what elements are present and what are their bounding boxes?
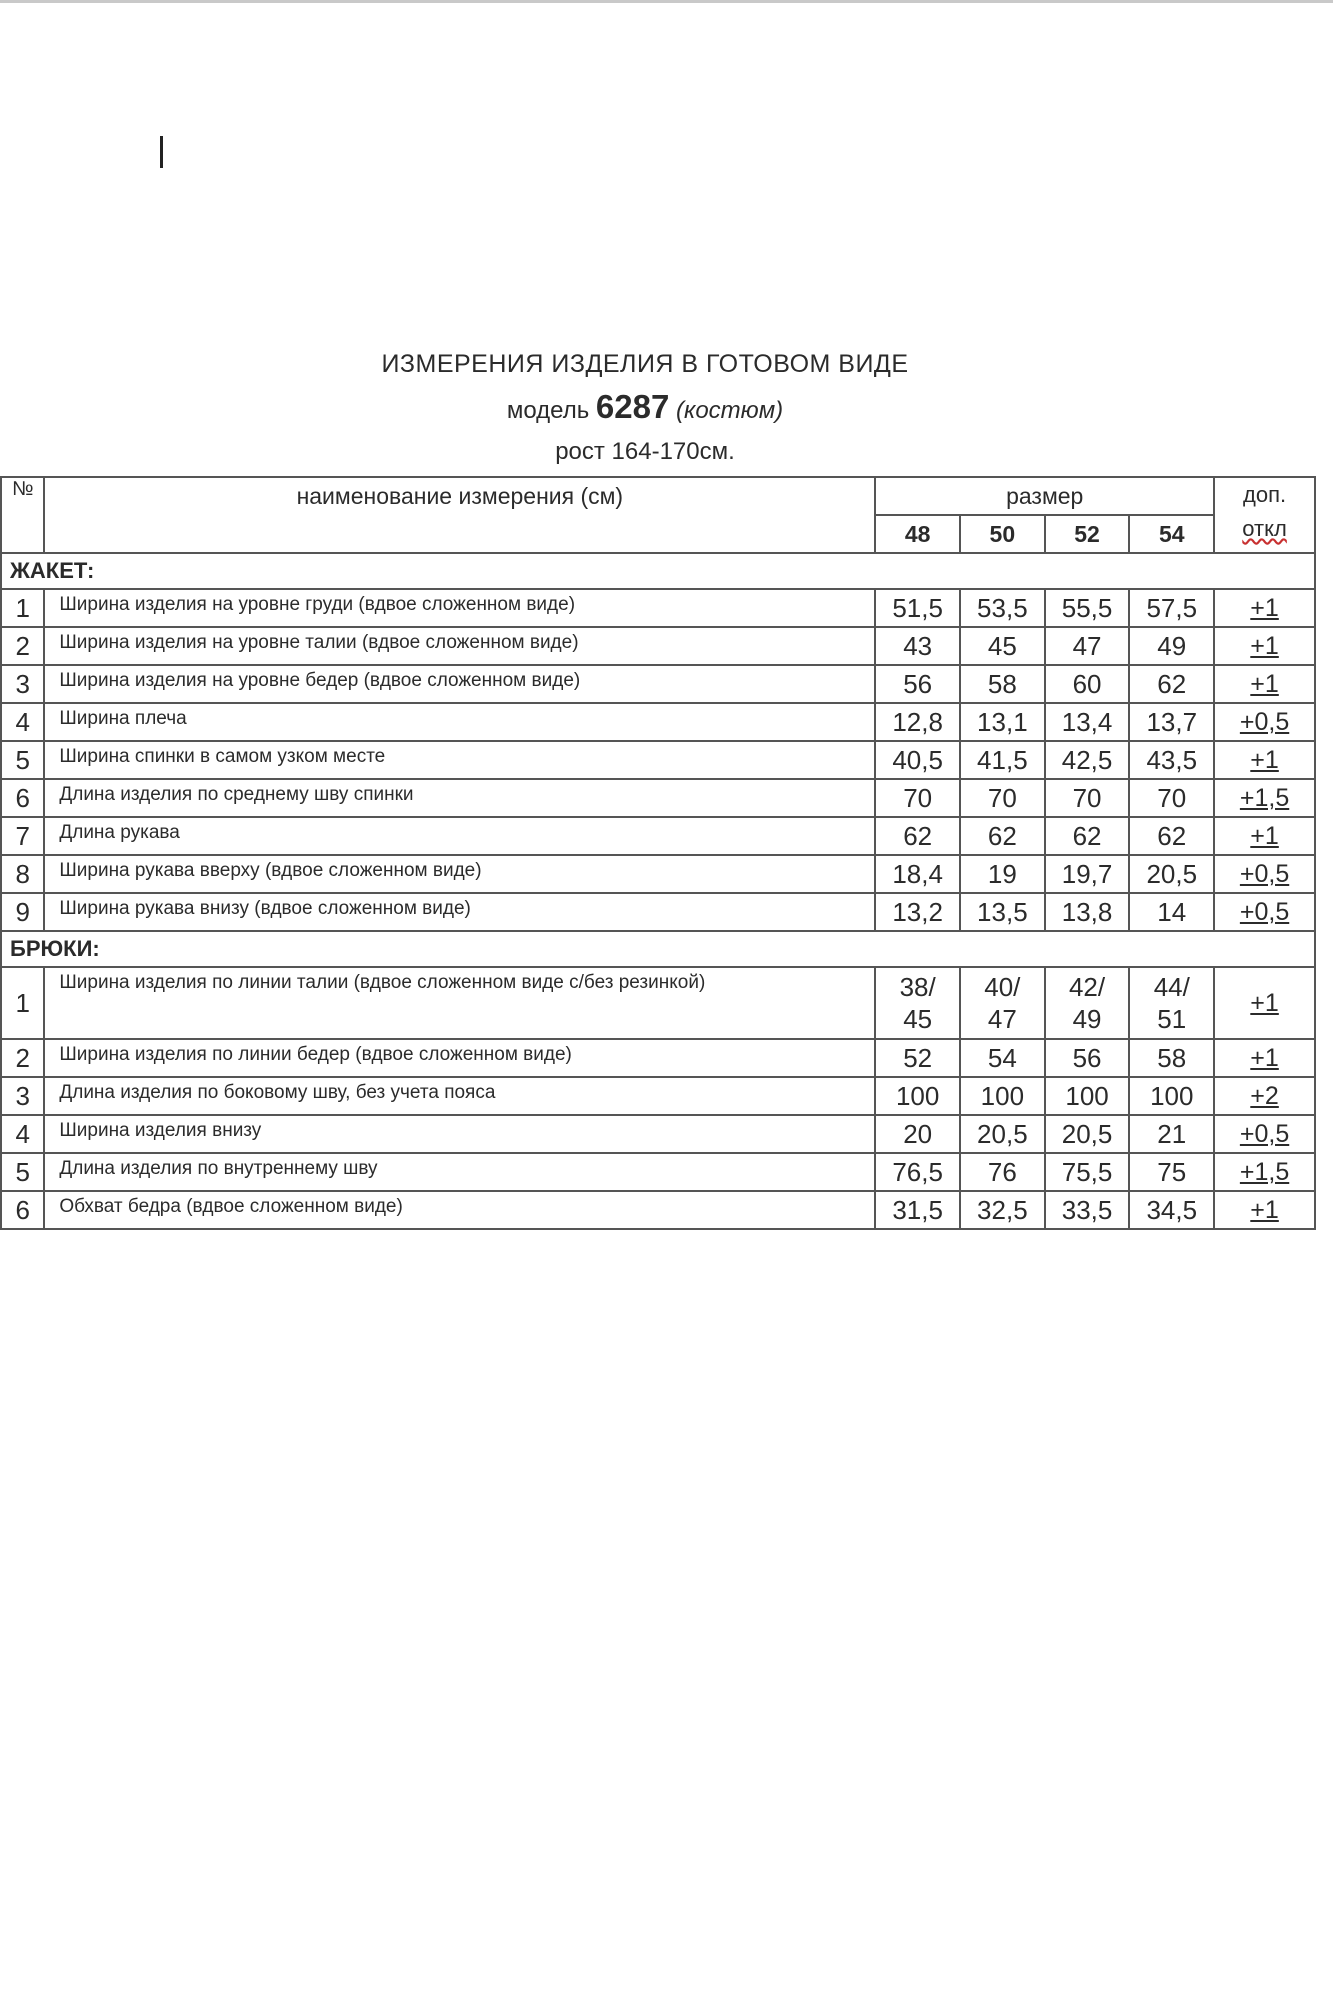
tolerance-value: +1	[1250, 631, 1279, 660]
table-row	[1, 967, 1315, 1039]
size-value: 58	[1129, 1039, 1214, 1077]
measurement-name: Длина изделия по среднему шву спинки	[44, 779, 875, 817]
size-value: 70	[1129, 779, 1214, 817]
row-number: 2	[1, 1039, 44, 1077]
table-row	[1, 703, 1315, 741]
tolerance-value: +1,5	[1239, 783, 1290, 812]
row-number: 1	[1, 967, 44, 1039]
section-row	[1, 553, 1315, 589]
size-value: 21	[1129, 1115, 1214, 1153]
tolerance-value: +1	[1250, 821, 1279, 850]
size-value: 45	[960, 627, 1045, 665]
size-value: 20,5	[1045, 1115, 1130, 1153]
size-value: 43,5	[1129, 741, 1214, 779]
size-value: 62	[1045, 817, 1130, 855]
row-number: 9	[1, 893, 44, 931]
model-number: 6287	[595, 388, 670, 425]
size-value: 40,5	[875, 741, 960, 779]
measurement-name: Длина изделия по боковому шву, без учета пояса	[44, 1077, 875, 1115]
measurement-name: Ширина рукава внизу (вдвое сложенном виде)	[44, 893, 875, 931]
row-number: 5	[1, 1153, 44, 1191]
tolerance-cell	[1214, 893, 1315, 931]
table-row	[1, 1077, 1315, 1115]
size-value: 20,5	[1129, 855, 1214, 893]
tolerance-value: +2	[1250, 1081, 1279, 1110]
table-row	[1, 855, 1315, 893]
text-cursor	[160, 136, 163, 168]
size-value: 75,5	[1045, 1153, 1130, 1191]
size-value: 70	[875, 779, 960, 817]
table-row	[1, 1191, 1315, 1229]
tolerance-cell	[1214, 1115, 1315, 1153]
size-value: 76	[960, 1153, 1045, 1191]
tolerance-value: +1,5	[1239, 1157, 1290, 1186]
size-value: 40/ 47	[960, 967, 1045, 1039]
size-value: 20	[875, 1115, 960, 1153]
size-value: 100	[1129, 1077, 1214, 1115]
tolerance-cell	[1214, 589, 1315, 627]
measurement-name: Ширина изделия по линии бедер (вдвое сложенном виде)	[44, 1039, 875, 1077]
size-value: 34,5	[1129, 1191, 1214, 1229]
table-row	[1, 1115, 1315, 1153]
header-tolerance	[1214, 477, 1315, 553]
tolerance-cell	[1214, 855, 1315, 893]
size-value: 75	[1129, 1153, 1214, 1191]
header-size: 52	[1045, 515, 1130, 553]
size-value: 53,5	[960, 589, 1045, 627]
size-value: 70	[1045, 779, 1130, 817]
model-line	[0, 388, 1290, 426]
size-value: 13,1	[960, 703, 1045, 741]
header-number: №	[1, 477, 44, 553]
top-divider	[0, 0, 1333, 3]
header-tolerance-line1: доп.	[1243, 482, 1287, 507]
measurement-name: Обхват бедра (вдвое сложенном виде)	[44, 1191, 875, 1229]
tolerance-cell	[1214, 967, 1315, 1039]
header-measurement-name: наименование измерения (см)	[44, 477, 875, 553]
table-row	[1, 627, 1315, 665]
size-value: 12,8	[875, 703, 960, 741]
tolerance-value: +0,5	[1239, 859, 1290, 888]
measurement-name: Ширина спинки в самом узком месте	[44, 741, 875, 779]
table-row	[1, 741, 1315, 779]
table-row	[1, 589, 1315, 627]
row-number: 6	[1, 779, 44, 817]
size-value: 14	[1129, 893, 1214, 931]
header-size: 48	[875, 515, 960, 553]
row-number: 3	[1, 665, 44, 703]
section-row	[1, 931, 1315, 967]
size-value: 76,5	[875, 1153, 960, 1191]
size-value: 100	[960, 1077, 1045, 1115]
tolerance-value: +0,5	[1239, 707, 1290, 736]
measurement-name: Ширина изделия по линии талии (вдвое сложенном виде с/без резинкой)	[44, 967, 875, 1039]
size-value: 44/ 51	[1129, 967, 1214, 1039]
size-value: 56	[1045, 1039, 1130, 1077]
size-value: 51,5	[875, 589, 960, 627]
tolerance-value: +1	[1250, 988, 1279, 1017]
model-prefix: модель	[506, 397, 590, 424]
size-value: 58	[960, 665, 1045, 703]
row-number: 5	[1, 741, 44, 779]
size-value: 43	[875, 627, 960, 665]
size-value: 47	[1045, 627, 1130, 665]
header-size: 54	[1129, 515, 1214, 553]
size-value: 13,5	[960, 893, 1045, 931]
size-value: 31,5	[875, 1191, 960, 1229]
tolerance-cell	[1214, 1039, 1315, 1077]
tolerance-value: +0,5	[1239, 897, 1290, 926]
tolerance-cell	[1214, 665, 1315, 703]
row-number: 4	[1, 1115, 44, 1153]
size-value: 70	[960, 779, 1045, 817]
size-value: 62	[1129, 817, 1214, 855]
size-value: 13,8	[1045, 893, 1130, 931]
tolerance-cell	[1214, 1191, 1315, 1229]
size-value: 100	[875, 1077, 960, 1115]
size-value: 52	[875, 1039, 960, 1077]
measurements-table	[0, 476, 1316, 1230]
document-title: ИЗМЕРЕНИЯ ИЗДЕЛИЯ В ГОТОВОМ ВИДЕ	[381, 350, 909, 378]
size-value: 38/ 45	[875, 967, 960, 1039]
table-row	[1, 665, 1315, 703]
section-title: ЖАКЕТ:	[1, 553, 1315, 589]
size-value: 62	[1129, 665, 1214, 703]
row-number: 8	[1, 855, 44, 893]
size-value: 33,5	[1045, 1191, 1130, 1229]
tolerance-value: +0,5	[1239, 1119, 1290, 1148]
size-value: 13,2	[875, 893, 960, 931]
size-value: 19,7	[1045, 855, 1130, 893]
header-tolerance-line2: откл	[1242, 516, 1287, 541]
size-value: 19	[960, 855, 1045, 893]
tolerance-cell	[1214, 703, 1315, 741]
row-number: 6	[1, 1191, 44, 1229]
tolerance-cell	[1214, 627, 1315, 665]
measurement-name: Ширина изделия на уровне талии (вдвое сложенном виде)	[44, 627, 875, 665]
size-value: 60	[1045, 665, 1130, 703]
size-value: 54	[960, 1039, 1045, 1077]
measurement-name: Длина изделия по внутреннему шву	[44, 1153, 875, 1191]
table-row	[1, 1039, 1315, 1077]
table-row	[1, 893, 1315, 931]
table-row	[1, 1153, 1315, 1191]
size-value: 20,5	[960, 1115, 1045, 1153]
tolerance-cell	[1214, 1153, 1315, 1191]
size-value: 56	[875, 665, 960, 703]
row-number: 7	[1, 817, 44, 855]
size-value: 55,5	[1045, 589, 1130, 627]
size-value: 42/ 49	[1045, 967, 1130, 1039]
size-value: 13,4	[1045, 703, 1130, 741]
measurement-name: Ширина изделия внизу	[44, 1115, 875, 1153]
section-title: БРЮКИ:	[1, 931, 1315, 967]
size-value: 57,5	[1129, 589, 1214, 627]
measurement-name: Ширина изделия на уровне груди (вдвое сложенном виде)	[44, 589, 875, 627]
tolerance-cell	[1214, 779, 1315, 817]
measurement-name: Ширина изделия на уровне бедер (вдвое сложенном виде)	[44, 665, 875, 703]
size-value: 18,4	[875, 855, 960, 893]
row-number: 2	[1, 627, 44, 665]
tolerance-value: +1	[1250, 1043, 1279, 1072]
row-number: 4	[1, 703, 44, 741]
tolerance-cell	[1214, 1077, 1315, 1115]
size-value: 62	[960, 817, 1045, 855]
size-value: 13,7	[1129, 703, 1214, 741]
row-number: 3	[1, 1077, 44, 1115]
tolerance-value: +1	[1250, 1195, 1279, 1224]
header-size-group: размер	[875, 477, 1214, 515]
tolerance-value: +1	[1250, 593, 1279, 622]
size-value: 100	[1045, 1077, 1130, 1115]
tolerance-cell	[1214, 741, 1315, 779]
size-value: 32,5	[960, 1191, 1045, 1229]
measurement-name: Ширина рукава вверху (вдвое сложенном виде)	[44, 855, 875, 893]
header-size: 50	[960, 515, 1045, 553]
height-line: рост 164-170см.	[555, 438, 735, 465]
model-kind: (костюм)	[676, 397, 784, 424]
measurement-name: Длина рукава	[44, 817, 875, 855]
table-row	[1, 779, 1315, 817]
measurement-name: Ширина плеча	[44, 703, 875, 741]
size-value: 49	[1129, 627, 1214, 665]
table-body	[1, 553, 1315, 1229]
size-value: 41,5	[960, 741, 1045, 779]
size-value: 62	[875, 817, 960, 855]
size-value: 42,5	[1045, 741, 1130, 779]
tolerance-value: +1	[1250, 745, 1279, 774]
table-row	[1, 817, 1315, 855]
tolerance-value: +1	[1250, 669, 1279, 698]
tolerance-cell	[1214, 817, 1315, 855]
header-row	[1, 477, 1315, 515]
row-number: 1	[1, 589, 44, 627]
